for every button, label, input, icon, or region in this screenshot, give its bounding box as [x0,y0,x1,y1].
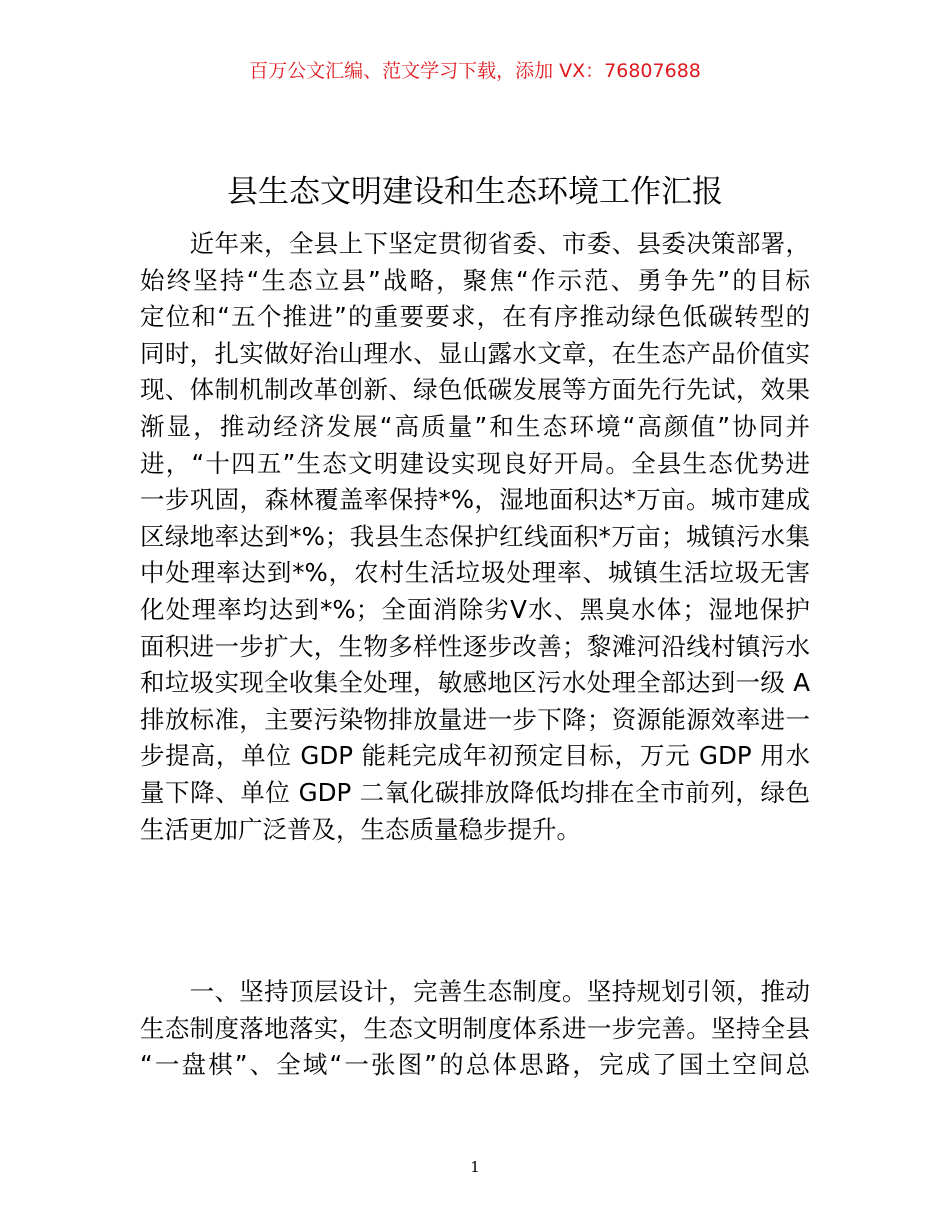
text-line: 量下降、单位 GDP 二氧化碳排放降低均排在全市前列，绿色 [140,777,810,807]
text-line: 化处理率均达到*%；全面消除劣Ⅴ水、黑臭水体；湿地保护 [140,594,810,624]
document-title: 县生态文明建设和生态环境工作汇报 [227,174,723,210]
text-line: 中处理率达到*%，农村生活垃圾处理率、城镇生活垃圾无害 [140,558,810,588]
text-line: 和垃圾实现全收集全处理，敏感地区污水处理全部达到一级 A [140,668,810,698]
text-line: 同时，扎实做好治山理水、显山露水文章，在生态产品价值实 [140,338,810,368]
text-line: 生活更加广泛普及，生态质量稳步提升。 [140,814,581,844]
page-number: 1 [470,1158,480,1176]
text-line: 现、体制机制改革创新、绿色低碳发展等方面先行先试，效果 [140,375,810,405]
text-line: 渐显，推动经济发展“高质量”和生态环境“高颜值”协同并 [140,411,810,441]
text-line: 生态制度落地落实，生态文明制度体系进一步完善。坚持全县 [140,1013,810,1043]
text-line: 始终坚持“生态立县”战略，聚焦“作示范、勇争先”的目标 [140,265,810,295]
text-line: 定位和“五个推进”的重要要求，在有序推动绿色低碳转型的 [140,302,810,332]
text-line: 近年来，全县上下坚定贯彻省委、市委、县委决策部署， [140,229,810,258]
text-line: “一盘棋”、全域“一张图”的总体思路，完成了国土空间总 [140,1050,810,1080]
text-line: 进，“十四五”生态文明建设实现良好开局。全县生态优势进 [140,448,810,478]
text-line: 步提高，单位 GDP 能耗完成年初预定目标，万元 GDP 用水 [140,741,810,771]
text-line: 一步巩固，森林覆盖率保持*%，湿地面积达*万亩。城市建成 [140,485,810,515]
text-line: 区绿地率达到*%；我县生态保护红线面积*万亩；城镇污水集 [140,521,810,551]
paragraph-1 [140,226,810,848]
text-line: 排放标准，主要污染物排放量进一步下降；资源能源效率进一 [140,704,810,734]
paragraph-2 [140,974,810,1084]
watermark-banner: 百万公文汇编、范文学习下载，添加 VX：76807688 [249,60,701,82]
text-line: 一、坚持顶层设计，完善生态制度。坚持规划引领，推动 [140,977,810,1006]
text-line: 面积进一步扩大，生物多样性逐步改善；黎滩河沿线村镇污水 [140,631,810,661]
